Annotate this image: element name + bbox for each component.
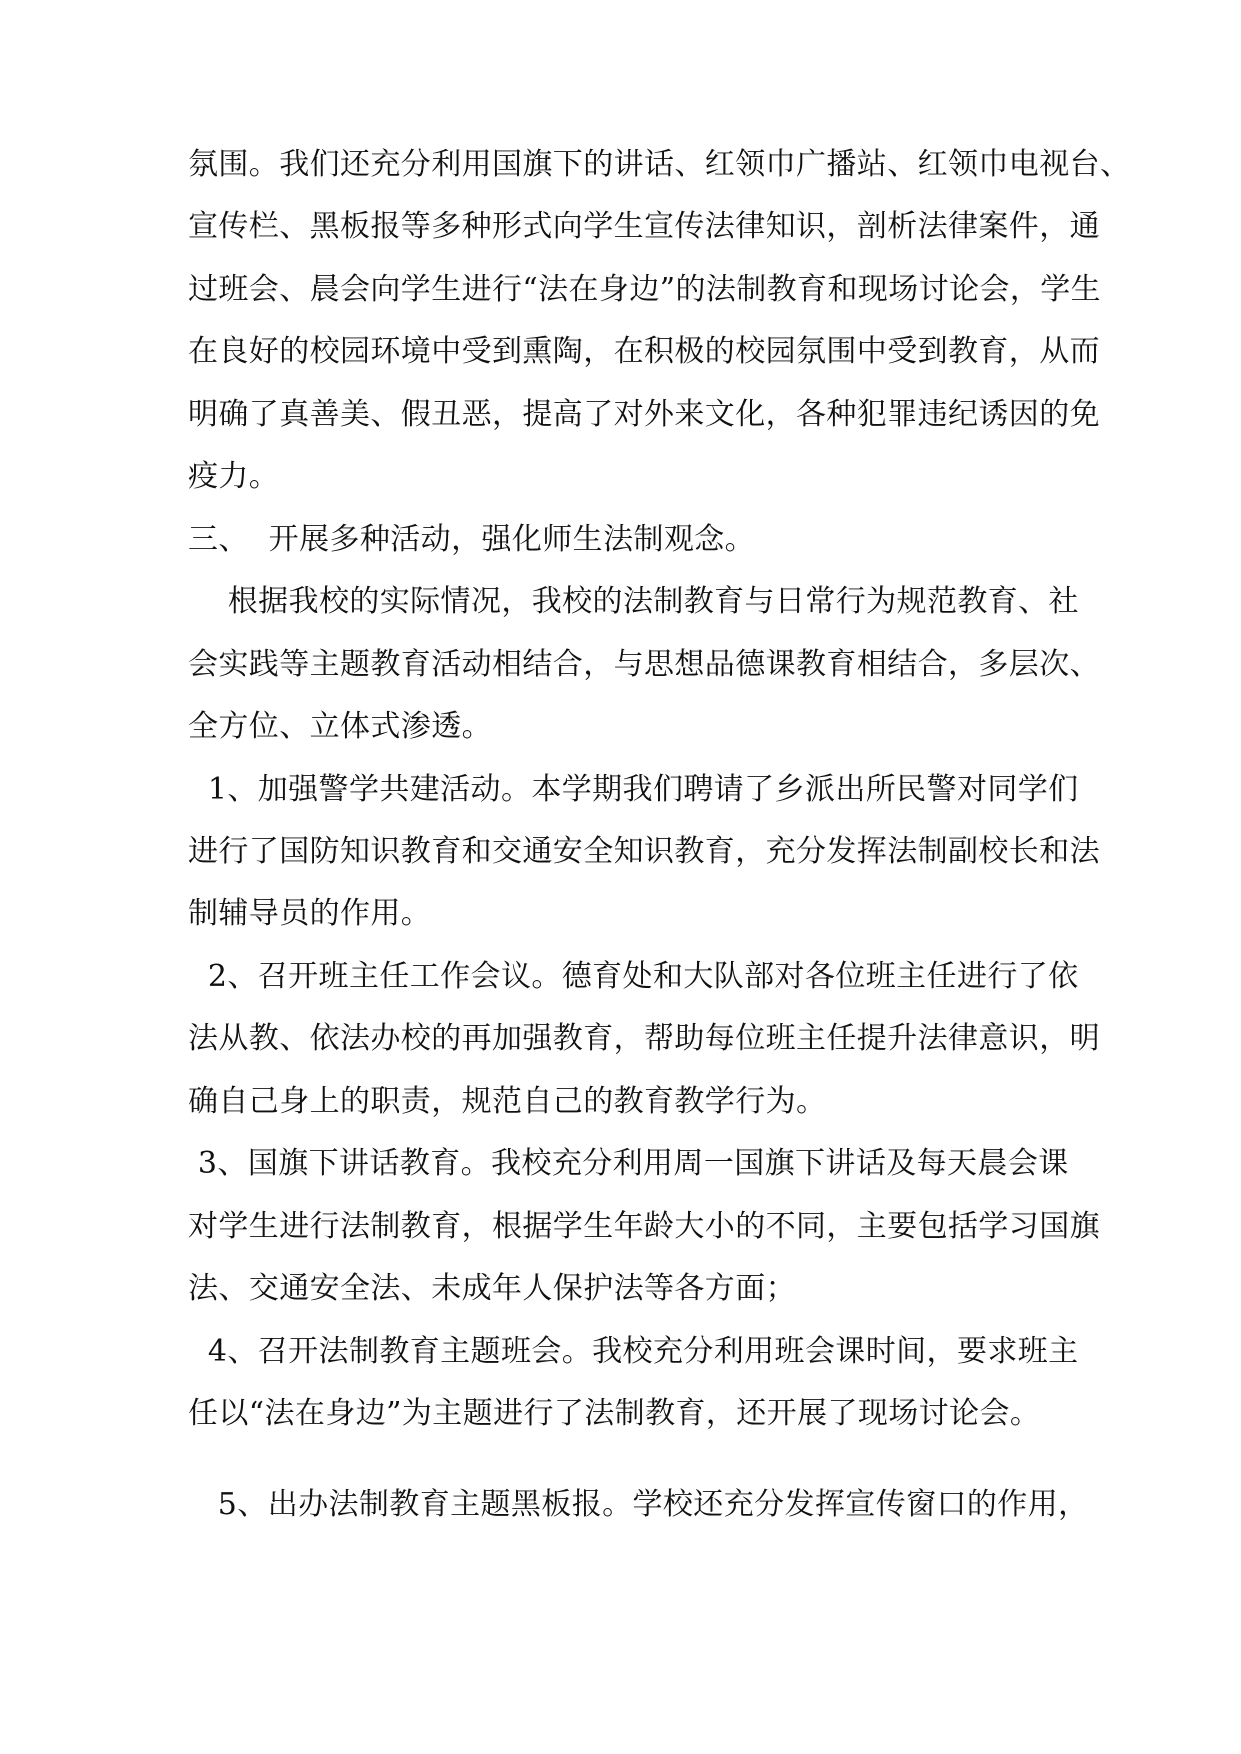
text-line: 任以“法在身边”为主题进行了法制教育，还开展了现场讨论会。 bbox=[188, 1396, 1041, 1431]
text-line: 氛围。我们还充分利用国旗下的讲话、红领巾广播站、红领巾电视台、 bbox=[188, 147, 1131, 182]
text-line: 过班会、晨会向学生进行“法在身边”的法制教育和现场讨论会，学生 bbox=[188, 272, 1102, 307]
text-line: 对学生进行法制教育，根据学生年龄大小的不同，主要包括学习国旗 bbox=[188, 1209, 1100, 1244]
list-item-text: 3、国旗下讲话教育。我校充分利用周一国旗下讲话及每天晨会课 bbox=[188, 1146, 1069, 1181]
text-line: 明确了真善美、假丑恶，提高了对外来文化，各种犯罪违纪诱因的免 bbox=[188, 397, 1100, 432]
list-item-text: 1、加强警学共建活动。本学期我们聘请了乡派出所民警对同学们 bbox=[188, 772, 1079, 807]
text-line: 法、交通安全法、未成年人保护法等各方面； bbox=[188, 1271, 796, 1306]
list-item-text: 4、召开法制教育主题班会。我校充分利用班会课时间，要求班主 bbox=[188, 1334, 1079, 1369]
section-heading: 三、 开展多种活动，强化师生法制观念。 bbox=[188, 522, 756, 557]
text-line: 法从教、依法办校的再加强教育，帮助每位班主任提升法律意识，明 bbox=[188, 1021, 1100, 1056]
text-line: 确自己身上的职责，规范自己的教育教学行为。 bbox=[188, 1084, 827, 1119]
text-line: 在良好的校园环境中受到熏陶，在积极的校园氛围中受到教育，从而 bbox=[188, 334, 1100, 369]
text-line: 全方位、立体式渗透。 bbox=[188, 709, 492, 744]
text-line: 进行了国防知识教育和交通安全知识教育，充分发挥法制副校长和法 bbox=[188, 834, 1100, 869]
text-line: 疫力。 bbox=[188, 459, 280, 494]
text-line: 制辅导员的作用。 bbox=[188, 896, 432, 931]
text-line: 宣传栏、黑板报等多种形式向学生宣传法律知识，剖析法律案件，通 bbox=[188, 209, 1100, 244]
list-item-text: 5、出办法制教育主题黑板报。学校还充分发挥宣传窗口的作用， bbox=[188, 1487, 1089, 1522]
text-line: 会实践等主题教育活动相结合，与思想品德课教育相结合，多层次、 bbox=[188, 647, 1100, 682]
list-item-text: 2、召开班主任工作会议。德育处和大队部对各位班主任进行了依 bbox=[188, 959, 1079, 994]
text-line: 根据我校的实际情况，我校的法制教育与日常行为规范教育、社 bbox=[188, 584, 1079, 619]
